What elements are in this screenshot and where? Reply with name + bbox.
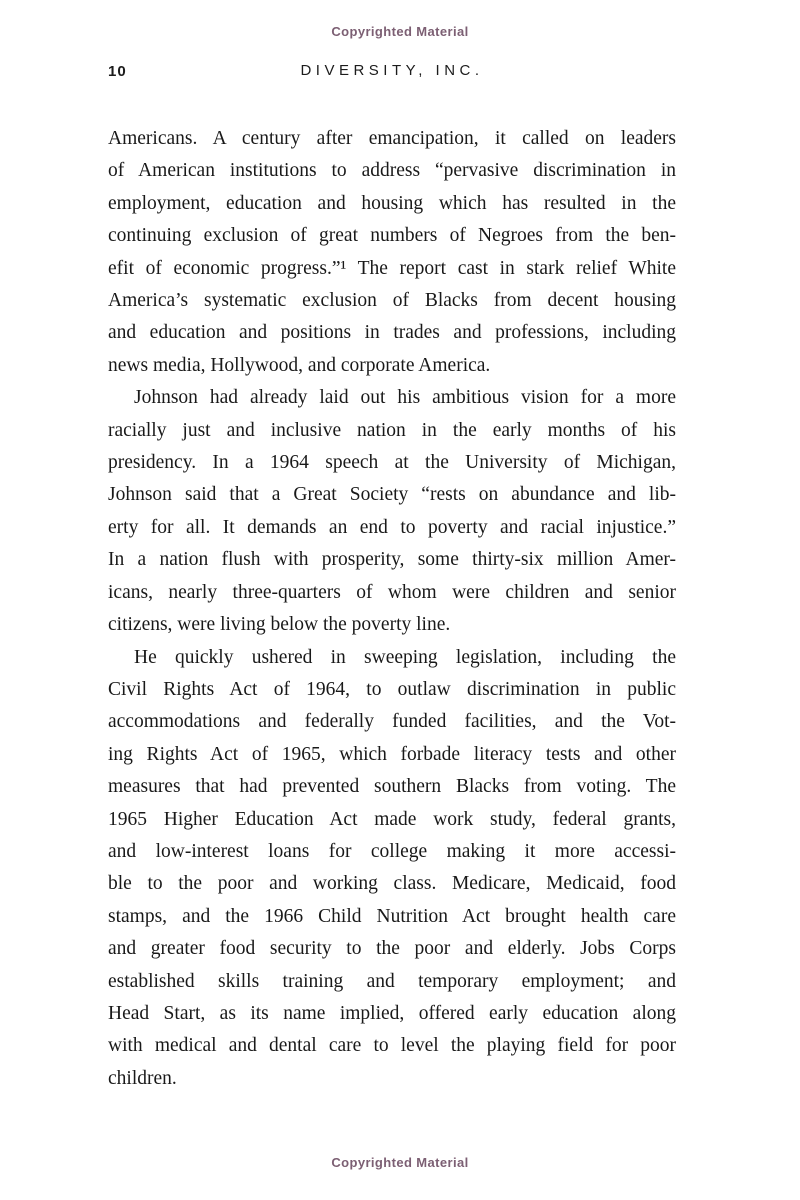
text-line: and low-interest loans for college making it more accessi-: [108, 840, 676, 862]
text-line: continuing exclusion of great numbers of Negroes from the ben-: [108, 225, 676, 247]
text-line: Head Start, as its name implied, offered early education along: [108, 1002, 676, 1024]
copyright-notice-bottom: Copyrighted Material: [331, 1155, 469, 1170]
text-line: erty for all. It demands an end to poverty and racial injustice.”: [108, 516, 676, 538]
text-line: and greater food security to the poor and elderly. Jobs Corps: [108, 938, 676, 960]
paragraph: [108, 642, 676, 1096]
text-line: America’s systematic exclusion of Blacks from decent housing: [108, 290, 676, 312]
running-header-title: DIVERSITY, INC.: [300, 62, 484, 79]
text-line: children.: [108, 1067, 177, 1089]
page-number: 10: [108, 63, 127, 80]
text-line: Americans. A century after emancipation, it called on leaders: [108, 128, 676, 149]
text-line: ble to the poor and working class. Medicare, Medicaid, food: [108, 873, 676, 895]
text-line: Johnson had already laid out his ambitious vision for a more: [134, 387, 676, 409]
text-line: Civil Rights Act of 1964, to outlaw discrimination in public: [108, 678, 676, 700]
paragraph: [108, 382, 676, 641]
text-line: with medical and dental care to level the playing field for poor: [108, 1035, 676, 1057]
text-line: 1965 Higher Education Act made work study, federal grants,: [108, 808, 676, 830]
text-line: ing Rights Act of 1965, which forbade literacy tests and other: [108, 743, 676, 765]
text-line: measures that had prevented southern Blacks from voting. The: [108, 776, 676, 798]
text-line: icans, nearly three-quarters of whom were children and senior: [108, 581, 676, 603]
text-line: and education and positions in trades and professions, including: [108, 322, 676, 344]
text-line: efit of economic progress.”¹ The report cast in stark relief White: [108, 257, 676, 279]
text-line: presidency. In a 1964 speech at the University of Michigan,: [108, 452, 676, 474]
text-line: of American institutions to address “pervasive discrimination in: [108, 160, 676, 182]
text-line: racially just and inclusive nation in the early months of his: [108, 419, 676, 441]
text-line: stamps, and the 1966 Child Nutrition Act brought health care: [108, 905, 676, 927]
text-line: He quickly ushered in sweeping legislation, including the: [134, 646, 676, 668]
text-line: accommodations and federally funded facilities, and the Vot-: [108, 711, 676, 733]
text-line: In a nation flush with prosperity, some thirty-six million Amer-: [108, 549, 676, 571]
text-line: Johnson said that a Great Society “rests on abundance and lib-: [108, 484, 676, 506]
text-line: news media, Hollywood, and corporate America.: [108, 354, 491, 376]
text-line: established skills training and temporary employment; and: [108, 970, 676, 992]
body-text: [108, 123, 676, 1095]
text-line: employment, education and housing which has resulted in the: [108, 192, 676, 214]
running-header: [108, 62, 676, 84]
text-line: citizens, were living below the poverty line.: [108, 614, 451, 636]
copyright-notice-top: Copyrighted Material: [331, 24, 469, 39]
paragraph: [108, 123, 676, 382]
